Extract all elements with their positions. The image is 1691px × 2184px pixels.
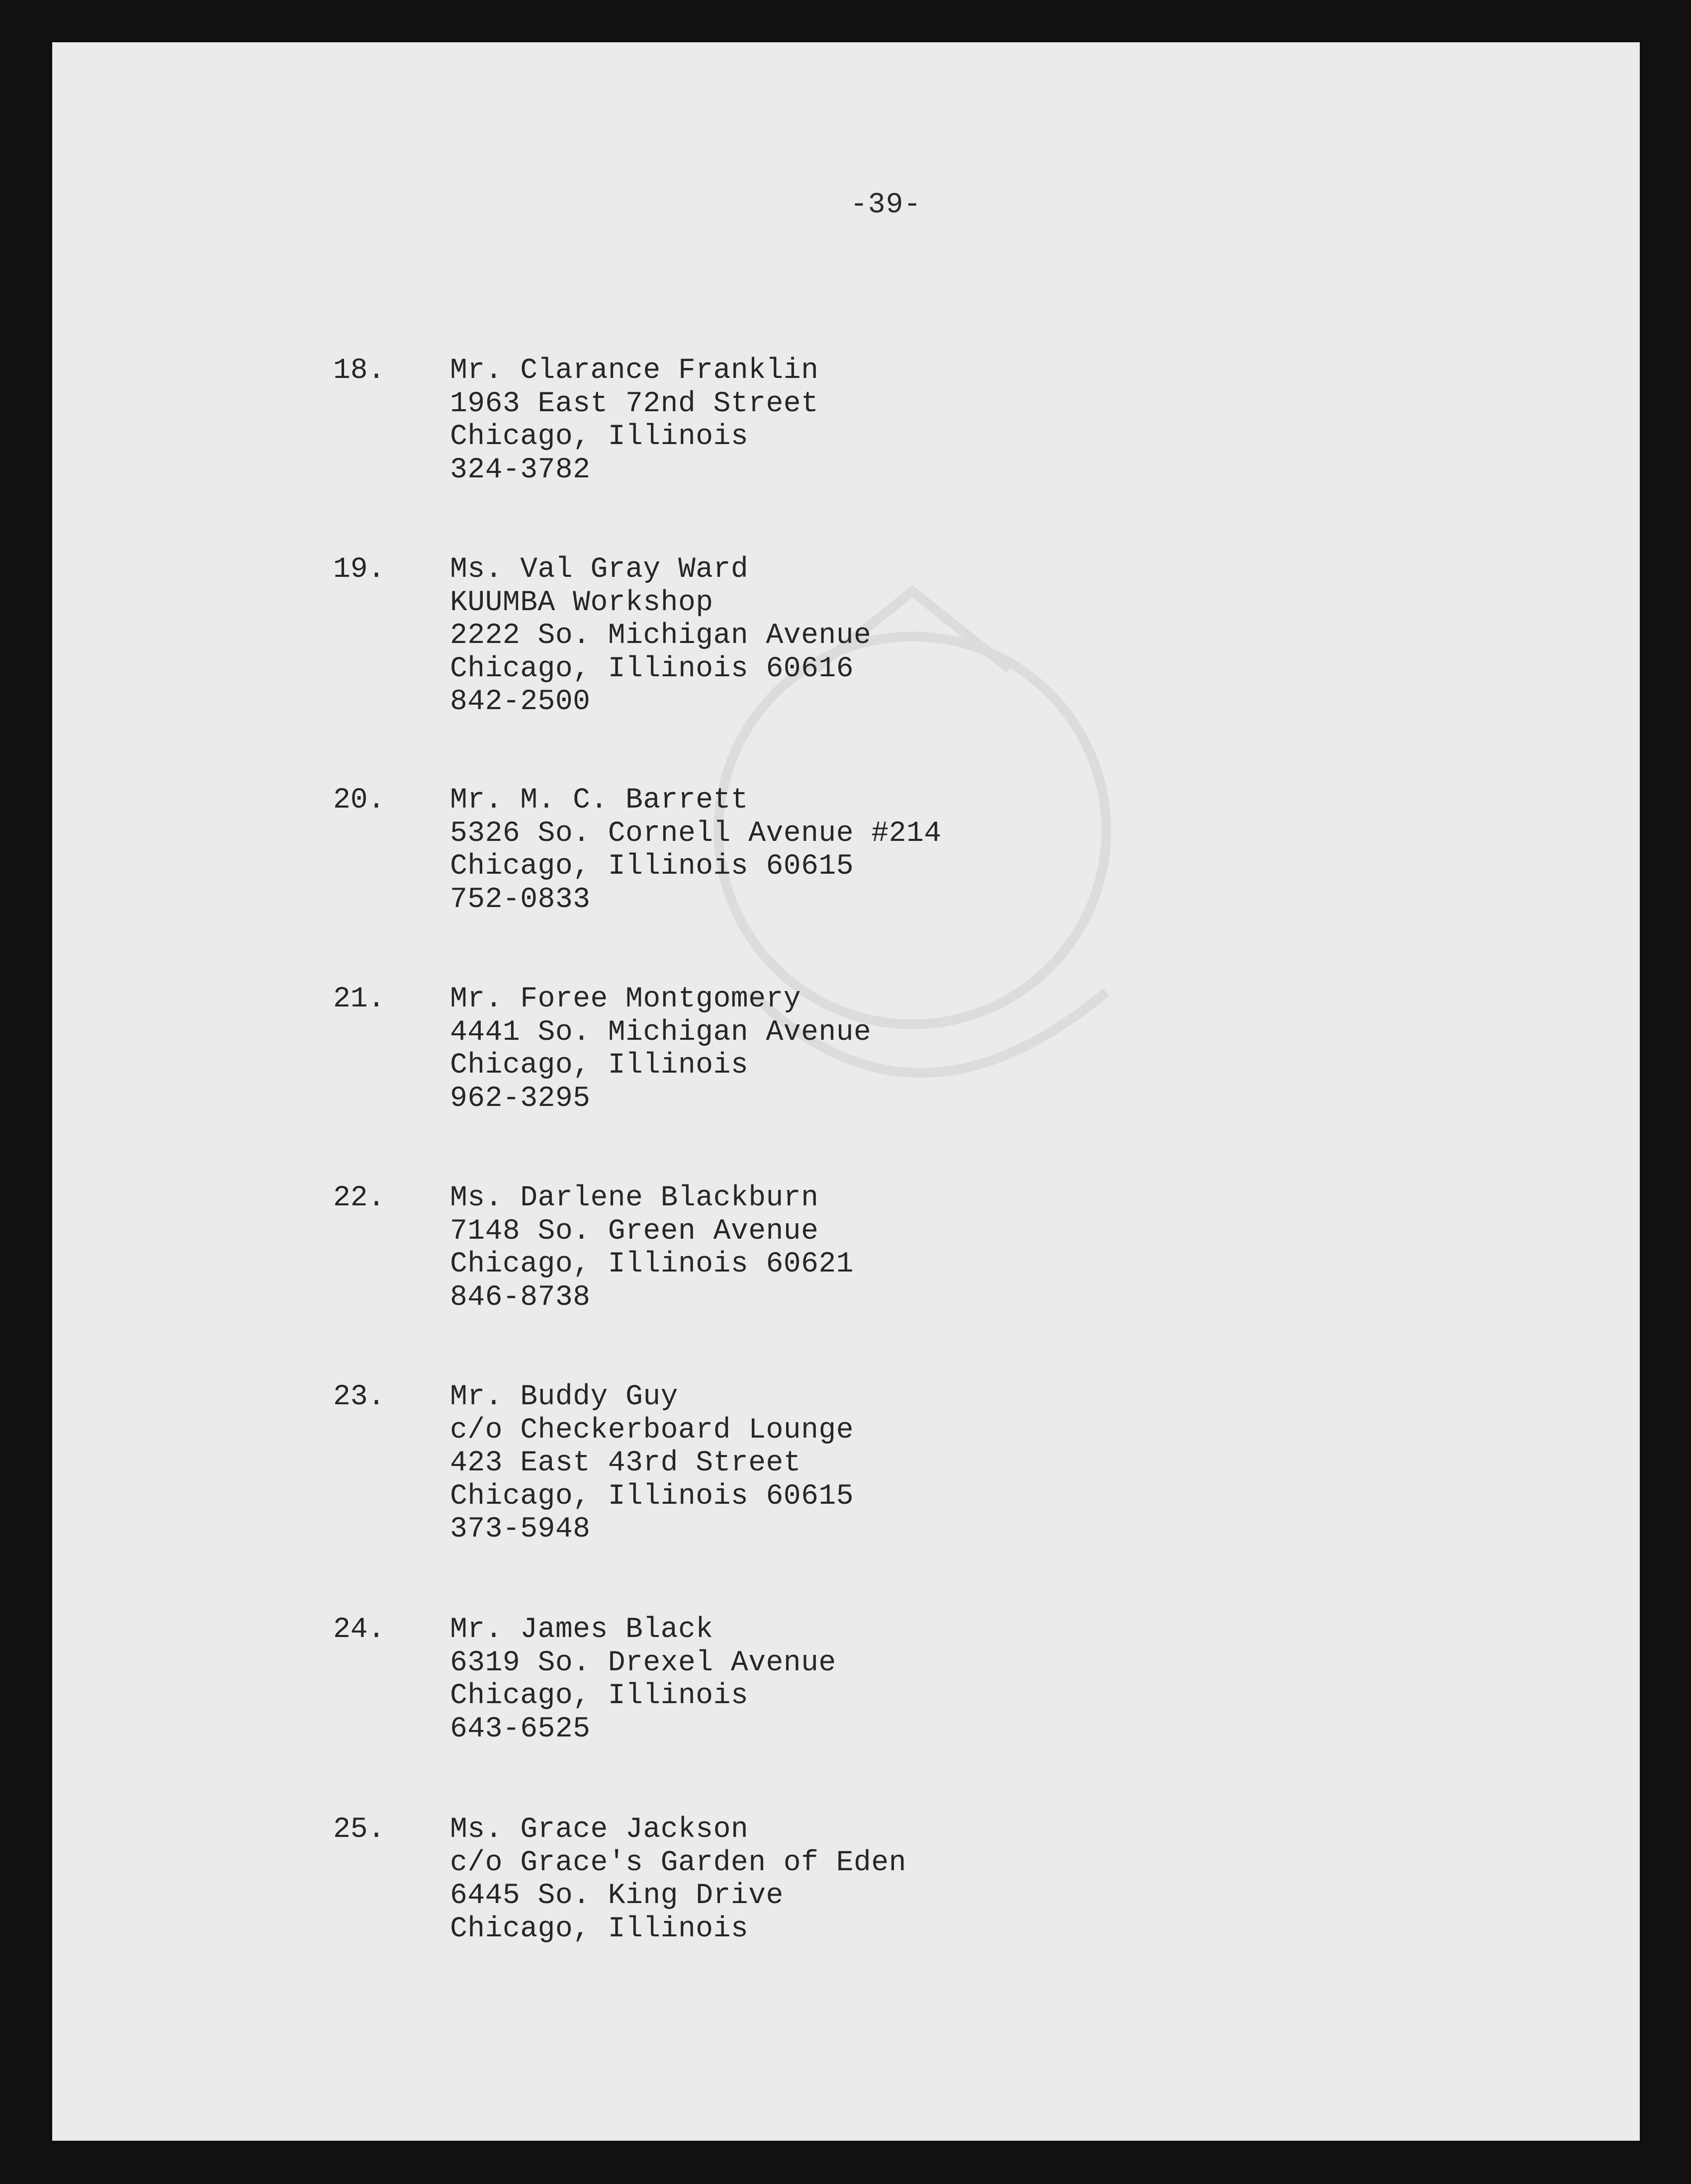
street-address: 6319 So. Drexel Avenue — [450, 1646, 836, 1679]
entry-address-block — [450, 983, 1146, 1115]
street-address: 6445 So. King Drive — [450, 1880, 784, 1912]
entry-number: 21. — [333, 983, 385, 1015]
phone-number: 842-2500 — [450, 686, 591, 718]
entry-number: 24. — [333, 1614, 385, 1646]
contact-name: Ms. Grace Jackson — [450, 1814, 749, 1846]
street-address: 1963 East 72nd Street — [450, 387, 819, 420]
document-page — [52, 42, 1640, 2141]
street-address: 7148 So. Green Avenue — [450, 1215, 819, 1248]
city-state-zip: Chicago, Illinois 60615 — [450, 850, 854, 883]
street-address: 5326 So. Cornell Avenue #214 — [450, 817, 942, 850]
city-state: Chicago, Illinois — [450, 1680, 749, 1712]
street-address: 2222 So. Michigan Avenue — [450, 620, 872, 652]
entry-number: 25. — [333, 1814, 385, 1846]
city-state-zip: Chicago, Illinois 60615 — [450, 1480, 854, 1513]
phone-number: 962-3295 — [450, 1082, 591, 1115]
street-address: 423 East 43rd Street — [450, 1447, 801, 1479]
page-number: -39- — [850, 189, 922, 221]
phone-number: 643-6525 — [450, 1713, 591, 1745]
entry-number: 22. — [333, 1182, 385, 1214]
care-of: c/o Checkerboard Lounge — [450, 1414, 854, 1447]
entry-number: 18. — [333, 355, 385, 387]
street-address: 4441 So. Michigan Avenue — [450, 1016, 872, 1049]
contact-name: Ms. Darlene Blackburn — [450, 1182, 819, 1214]
city-state: Chicago, Illinois — [450, 1049, 749, 1082]
city-state: Chicago, Illinois — [450, 421, 749, 453]
phone-number: 373-5948 — [450, 1513, 591, 1546]
entry-number: 20. — [333, 784, 385, 817]
entry-number: 19. — [333, 553, 385, 586]
contact-name: Mr. Foree Montgomery — [450, 983, 801, 1015]
city-state: Chicago, Illinois — [450, 1912, 749, 1945]
entry-address-block — [450, 1614, 1146, 1746]
contact-name: Ms. Val Gray Ward — [450, 553, 749, 586]
organization: KUUMBA Workshop — [450, 586, 713, 619]
city-state-zip: Chicago, Illinois 60621 — [450, 1248, 854, 1280]
entry-address-block — [450, 1381, 1146, 1547]
phone-number: 752-0833 — [450, 883, 591, 916]
city-state-zip: Chicago, Illinois 60616 — [450, 652, 854, 685]
entry-number: 23. — [333, 1381, 385, 1413]
phone-number: 846-8738 — [450, 1281, 591, 1314]
entry-address-block — [450, 1814, 1146, 1946]
contact-name: Mr. M. C. Barrett — [450, 784, 749, 817]
entry-address-block — [450, 355, 1146, 487]
care-of: c/o Grace's Garden of Eden — [450, 1846, 906, 1879]
contact-name: Mr. James Black — [450, 1614, 713, 1646]
entry-address-block — [450, 553, 1146, 719]
contact-name: Mr. Buddy Guy — [450, 1381, 678, 1413]
entry-address-block — [450, 1182, 1146, 1314]
entry-address-block — [450, 784, 1146, 916]
contact-name: Mr. Clarance Franklin — [450, 355, 819, 387]
phone-number: 324-3782 — [450, 454, 591, 486]
